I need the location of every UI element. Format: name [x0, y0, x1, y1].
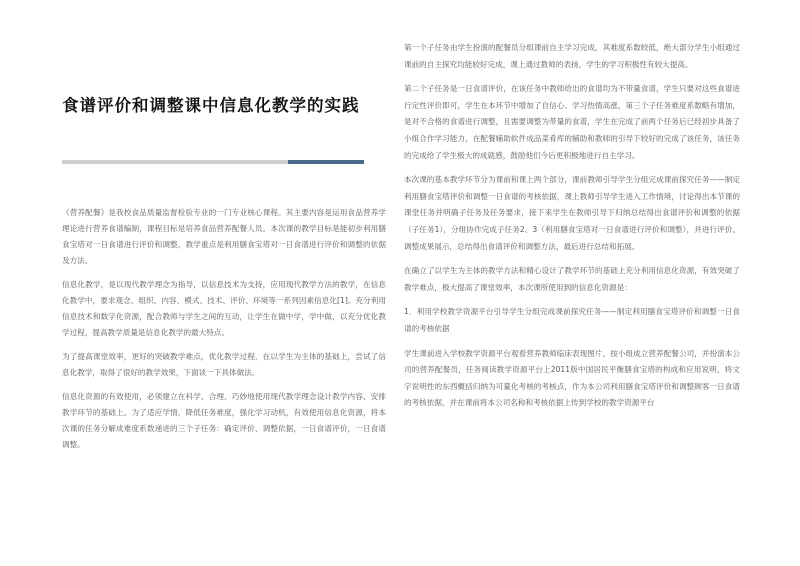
- paragraph: 为了提高课堂效率，更好的突破教学难点，优化教学过程，在以学生为主体的基础上，尝试了信息化教学，取得了很好的教学效果，下面谈一下具体做法。: [62, 352, 386, 377]
- right-column: [404, 40, 740, 560]
- left-body: [62, 205, 386, 461]
- paragraph: 本次课的基本教学环节分为课前和课上两个部分，课前教师引导学生分组完成课前探究任务——制定利用膳食宝塔评价和调整一日食谱的考核依据，课上教师引导学生进入工作情境，讨论得出本节课的课堂任务并明确子任务及任务要求，接下来学生在教师引导下归纳总结得出食谱评价和调整的依据（子任务1），分组协作完成子任务2、3（利用膳食宝塔对一日食谱进行评价和调整），并进行评价、调整成果展示，总结得出食谱评价和调整方法，最后进行总结和拓展。: [404, 175, 740, 251]
- paragraph: 第二个子任务是一日食谱评价，在该任务中教师给出的食谱均为不带量食谱，学生只要对这些食谱进行定性评价即可，学生在本环节中增加了自信心、学习热情高涨，第三个子任务难度系数略有增加，是对不合格的食谱进行调整，且需要调整为带量的食谱，学生在完成了前两个任务后已经初步具备了小组合作学习能力，在配餐辅助软件成品菜肴库的辅助和教师的引导下较好的完成了该任务，该任务的完成给了学生极大的成就感，鼓励他们今后更积极地进行自主学习。: [404, 84, 740, 160]
- paragraph: 在确立了以学生为主体的教学方法和精心设计了教学环节的基础上充分利用信息化资源，有效突破了教学难点，极大提高了课堂效率，本次课所使用到的信息化资源是：: [404, 266, 740, 292]
- paragraph: 信息化教学，是以现代教学理念为指导，以信息技术为支持，应用现代教学方法的教学，在信息化教学中，要求观念、组织、内容、模式、技术、评价、环境等一系列因素信息化[1]。充分利用信息技术和数字化资源，配合教师与学生之间的互动，让学生在做中学，学中做，以充分优化教学过程，提高教学质量是信息化教学的最大特点。: [62, 280, 386, 337]
- paragraph: 信息化资源的有效使用，必须建立在科学、合理、巧妙地使用现代教学理念设计教学内容、安排教学环节的基础上。为了适应学情，降低任务难度，强化学习动机，有效使用信息化资源，将本次课的任务分解成难度系数递进的三个子任务：确定评价、调整依据，一日食谱评价，一日食谱调整。: [62, 392, 386, 449]
- title-divider-accent: [288, 160, 364, 164]
- document-title: 食谱评价和调整课中信息化教学的实践: [62, 96, 360, 115]
- left-column: [62, 0, 386, 566]
- paragraph: 1．利用学校教学资源平台引导学生分组完成课前探究任务——制定利用膳食宝塔评价和调整一日食谱的考核依据: [404, 307, 740, 333]
- paragraph: 《营养配餐》是我校食品质量监督检验专业的一门专业核心课程。其主要内容是运用食品营养学理论进行营养食谱编制，课程目标是培养食品营养配餐人员。本次课的教学目标是能初步利用膳食宝塔对一日食谱进行评价和调整，教学重点是利用膳食宝塔对一日食谱进行评价和调整的依据及方法。: [62, 208, 386, 265]
- paragraph: 第一个子任务由学生扮演的配餐员分组课前自主学习完成，其难度系数较低，绝大部分学生小组通过课前的自主探究均能较好完成，课上通过教师的表扬，学生的学习积极性有较大提高。: [404, 43, 740, 69]
- title-divider: [62, 160, 364, 164]
- paragraph: 学生课前进入学校教学资源平台观看营养教师临床表现图片，按小组成立营养配餐公司，并扮演本公司的营养配餐员，任务阅读教学资源平台上2011版中国居民平衡膳食宝塔的构成和应用说明，将文字说明性的东西概括归纳为可量化考核的考核点，作为本公司利用膳食宝塔评价和调整顾客一日食谱的考核依据，并在课前将本公司名称和考核依据上传到学校的教学资源平台: [404, 348, 740, 408]
